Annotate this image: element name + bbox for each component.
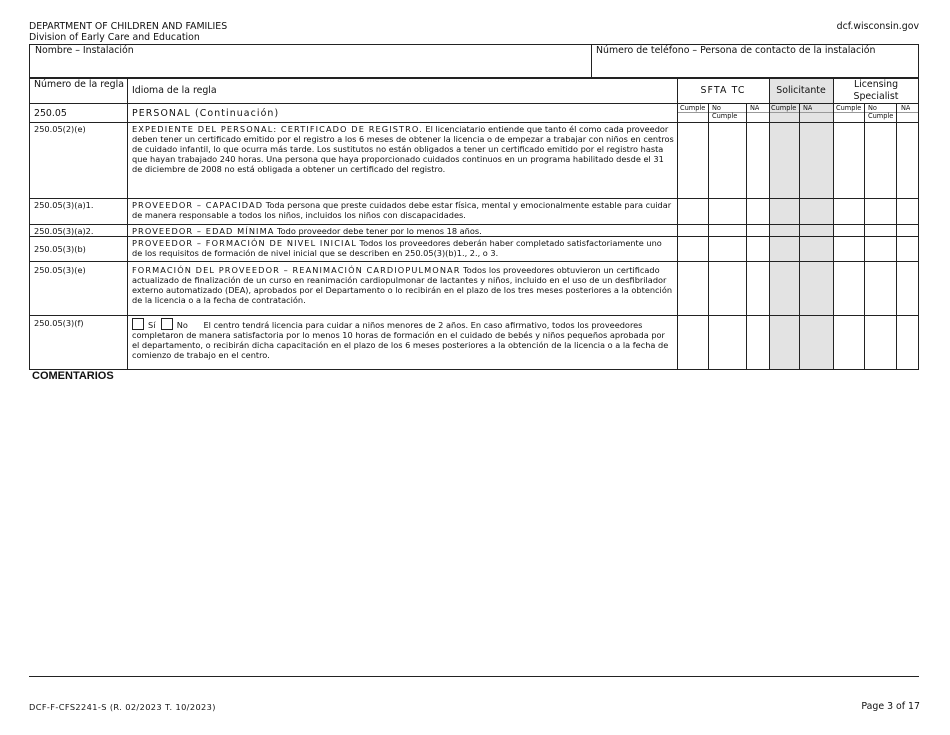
rule-text: [132, 265, 674, 305]
solicitante-cumple-subheader: Cumple: [771, 104, 797, 112]
si-checkbox[interactable]: [132, 318, 144, 330]
sfta-no-cumple-subheader: No Cumple: [712, 104, 738, 120]
rule-body: Todos los proveedores deberán haber completado satisfactoriamente uno de los requisitos de formación de nivel inicial que se describen en 250.05(3)(b)1., 2., o 3.: [132, 238, 662, 258]
rule-body: El licenciatario entiende que tanto él como cada proveedor deben tener un certificado emitido por el registro a los 6 meses de obtener la licencia o de empezar a trabajar con niños en centros de cuidado infantil, lo que ocurra más tarde. Los sustitutos no están obligados a tener un certificado emitido por el registro hasta que hayan trabajado 240 horas. Una persona que haya proporcionado cuidados continuos en un programa habilitado desde el 31 de diciembre de 2008 no está obligada a obtener un certificado del registro.: [132, 124, 674, 174]
rule-heading: PROVEEDOR – CAPACIDAD: [132, 200, 264, 210]
rule-number: 250.05(3)(f): [34, 318, 84, 328]
sfta-cumple-subheader: Cumple: [680, 104, 706, 112]
rule-body: El centro tendrá licencia para cuidar a niños menores de 2 años. En caso afirmativo, todos los proveedores completaron de manera satisfactoria por lo menos 10 horas de formación en el cuidado de bebés y niños pequeños aprobada por el departamento, o recibirán dicha capacitación en el plazo de los 6 meses posteriores a la obtención de la licencia o a la fecha de comienzo de trabajo en el centro.: [132, 320, 669, 360]
rule-text: [132, 200, 674, 220]
rule-heading: PROVEEDOR – EDAD MÍNIMA: [132, 226, 275, 236]
rule-text: [132, 124, 674, 174]
licensing-specialist-header: Licensing Specialist: [853, 79, 899, 102]
rule-number: 250.05(3)(b): [34, 244, 86, 254]
division-name: Division of Early Care and Education: [29, 32, 200, 43]
rule-heading: PROVEEDOR – FORMACIÓN DE NIVEL INICIAL: [132, 238, 357, 248]
no-label: No: [176, 320, 188, 330]
department-name: DEPARTMENT OF CHILDREN AND FAMILIES: [29, 21, 228, 32]
si-label: Sí: [148, 320, 156, 330]
licensing-cumple-subheader: Cumple: [836, 104, 862, 112]
comments-field[interactable]: [30, 386, 918, 671]
rule-body: Todos los proveedores obtuvieron un certificado actualizado de finalización de un curso en reanimación cardiopulmonar de lactantes y niños, incluido en el uso de un desfibrilador externo automatizado (DEA), aprobados por el Departamento o lo recibirán en el plazo de los tres meses posteriores a la obtención de la licencia o a la fecha de contratación.: [132, 265, 673, 305]
licensing-na-subheader: NA: [901, 104, 911, 112]
rule-number: 250.05(2)(e): [34, 124, 86, 134]
section-number: 250.05: [34, 108, 67, 119]
rule-text: [132, 226, 674, 236]
rule-language-header: Idioma de la regla: [132, 85, 217, 96]
rule-number: 250.05(3)(a)2.: [34, 226, 94, 236]
rule-heading: FORMACIÓN DEL PROVEEDOR – REANIMACIÓN CARDIOPULMONAR: [132, 265, 461, 275]
no-checkbox[interactable]: [161, 318, 173, 330]
phone-contact-label: Número de teléfono – Persona de contacto de la instalación: [596, 45, 876, 56]
form-id: DCF-F-CFS2241-S (R. 02/2023 T. 10/2023): [29, 702, 216, 712]
rule-text: [132, 318, 674, 360]
phone-contact-field[interactable]: [593, 58, 916, 76]
rule-text: [132, 238, 674, 258]
sfta-na-subheader: NA: [750, 104, 760, 112]
sfta-tc-header: SFTA TC: [700, 85, 746, 96]
rule-heading: EXPEDIENTE DEL PERSONAL: CERTIFICADO DE REGISTRO.: [132, 124, 423, 134]
section-title: PERSONAL (Continuación): [132, 108, 280, 119]
rule-number: 250.05(3)(a)1.: [34, 200, 94, 210]
solicitante-header: Solicitante: [776, 85, 826, 96]
rule-number-header: Número de la regla: [34, 79, 124, 90]
comments-label: COMENTARIOS: [32, 370, 114, 382]
rule-number: 250.05(3)(e): [34, 265, 86, 275]
facility-name-field[interactable]: [31, 58, 589, 76]
solicitante-na-subheader: NA: [803, 104, 813, 112]
facility-name-label: Nombre – Instalación: [35, 45, 134, 56]
rule-body: Toda persona que preste cuidados debe estar física, mental y emocionalmente estable para cuidar de manera responsable a todos los niños, incluidos los niños con discapacidades.: [132, 200, 672, 220]
rule-body: Todo proveedor debe tener por lo menos 18 años.: [274, 226, 482, 236]
page-number: Page 3 of 17: [861, 701, 920, 712]
licensing-no-cumple-subheader: No Cumple: [868, 104, 894, 120]
website-link[interactable]: dcf.wisconsin.gov: [836, 21, 919, 32]
